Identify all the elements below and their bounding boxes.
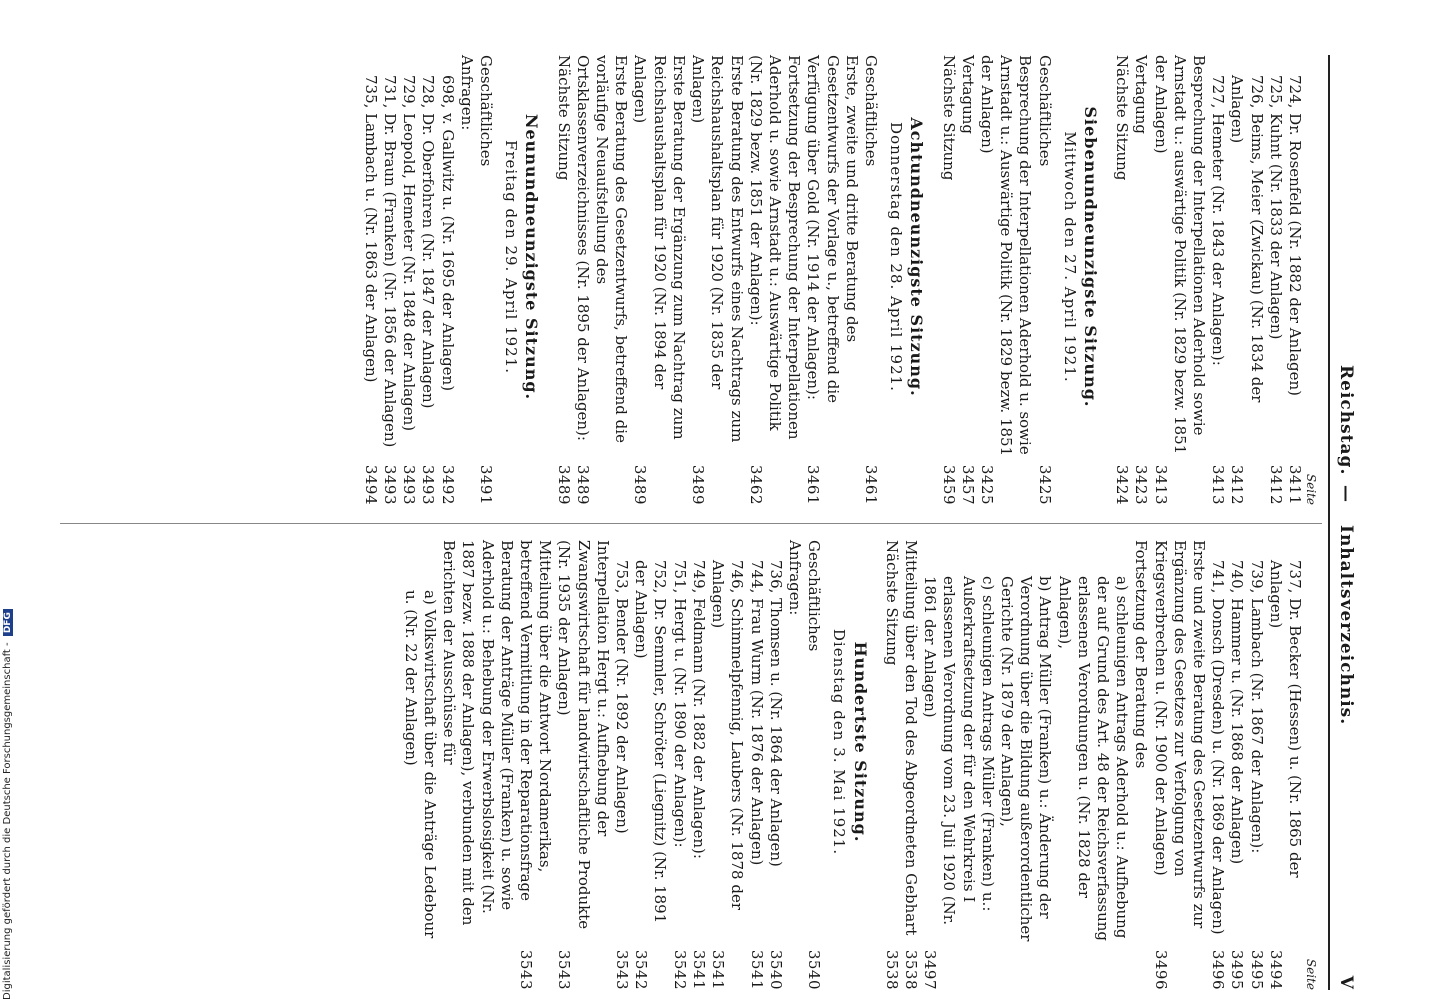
toc-entry bbox=[1131, 540, 1150, 990]
toc-entry-page: 3494 bbox=[361, 464, 380, 505]
toc-entry-page: 3496 bbox=[1151, 949, 1170, 990]
toc-entry bbox=[418, 55, 437, 505]
toc-entry bbox=[630, 55, 688, 505]
toc-entry-text: 726, Beims, Meier (Zwickau) (Nr. 1834 der Anlagen) bbox=[1228, 75, 1266, 403]
toc-entry bbox=[861, 55, 880, 505]
toc-entry-text: Nächste Sitzung bbox=[882, 540, 901, 666]
toc-entry-text: 749, Feldmann (Nr. 1882 der Anlagen): bbox=[689, 560, 708, 859]
toc-entry bbox=[1112, 55, 1131, 505]
toc-entry-page: 3492 bbox=[438, 464, 457, 505]
toc-entry bbox=[554, 540, 612, 990]
toc-entry bbox=[1246, 540, 1265, 990]
toc-entry-page: 3540 bbox=[766, 949, 785, 990]
toc-entry-page: 3541 bbox=[689, 949, 708, 990]
toc-entry-text: 731, Dr. Braun (Franken) (Nr. 1856 der Anlagen) bbox=[381, 75, 400, 448]
toc-entry-page: 3461 bbox=[861, 464, 880, 505]
toc-entry-text: 725, Kuhnt (Nr. 1833 der Anlagen) bbox=[1266, 75, 1285, 340]
toc-entry bbox=[1266, 540, 1304, 990]
toc-entry-text: Geschäftliches bbox=[805, 540, 824, 652]
toc-entry-text: 753, Bender (Nr. 1892 der Anlagen) bbox=[613, 560, 632, 834]
toc-entry-text: Erste Beratung des Entwurfs eines Nachtrags zum Reichshaushaltsplan für 1920 (Nr. 1835 der Anlagen) bbox=[689, 55, 746, 443]
toc-entry bbox=[1266, 55, 1285, 505]
toc-entry-page: 3425 bbox=[977, 464, 996, 505]
toc-entry-text: a) schleunigen Antrags Aderhold u.: Aufhebung der auf Grund des Art. 48 der Reichsverfassung erlassenen Verordnungen u. (Nr. 1828 der Anlagen), bbox=[1055, 576, 1132, 942]
footnote-strip bbox=[2, 0, 16, 1000]
toc-entry-page: 3497 bbox=[921, 949, 940, 990]
toc-entry-page: 3423 bbox=[1132, 464, 1151, 505]
toc-entry-page: 3412 bbox=[1266, 464, 1285, 505]
toc-entry-page: 3493 bbox=[381, 464, 400, 505]
session-title: Achtundneunzigste Sitzung. bbox=[907, 117, 927, 397]
toc-entry-page: 3542 bbox=[670, 949, 689, 990]
toc-entry bbox=[804, 540, 823, 990]
toc-entry-text: 739, Lambach (Nr. 1867 der Anlagen): bbox=[1247, 560, 1266, 854]
toc-entry bbox=[631, 540, 669, 990]
toc-entry-text: Vertagung bbox=[1132, 55, 1151, 134]
digitization-footnote bbox=[2, 609, 13, 1000]
toc-entry-page: 3494 bbox=[1266, 949, 1285, 990]
toc-entry-text: Mitteilung über die Antwort Nordamerikas, betreffend Vermittlung in der Reparationsfrage bbox=[517, 540, 555, 902]
toc-entry-text: 729, Leopold, Hemeter (Nr. 1848 der Anlagen) bbox=[400, 75, 419, 432]
toc-entry bbox=[1131, 55, 1150, 505]
right-column bbox=[401, 540, 1320, 990]
toc-entry bbox=[766, 540, 785, 990]
toc-entry-page: 3495 bbox=[1228, 949, 1247, 990]
toc-entry bbox=[1208, 540, 1227, 990]
toc-entry bbox=[670, 540, 689, 990]
toc-entry-page: 3459 bbox=[939, 464, 958, 505]
toc-entry bbox=[920, 540, 997, 990]
toc-entry-text: 728, Dr. Oberfohren (Nr. 1847 der Anlagen) bbox=[419, 75, 438, 409]
toc-entry-text: Erste Beratung des Gesetzentwurfs, betreffend die vorläufige Neuaufstellung des Ortsklassenverzeichnisses (Nr. 1895 der Anlagen): bbox=[573, 55, 631, 443]
toc-entry-page: 3457 bbox=[958, 464, 977, 505]
seite-label-left: Seite bbox=[1304, 473, 1318, 505]
toc-entry bbox=[1285, 55, 1304, 505]
dfg-logo: DFG bbox=[3, 609, 13, 636]
toc-entry-text: 746, Schimmelpfennig, Laubers (Nr. 1878 der Anlagen) bbox=[709, 560, 747, 911]
toc-entry-page: 3538 bbox=[882, 949, 901, 990]
toc-entry-text: Fortsetzung der Beratung des bbox=[1132, 540, 1151, 769]
toc-entry-text: Erste Beratung der Ergänzung zum Nachtrag zum Reichshaushaltsplan für 1920 (Nr. 1894 der Anlagen) bbox=[631, 55, 688, 440]
toc-entry-page: 3489 bbox=[573, 464, 592, 505]
toc-entry-text: Geschäftliches bbox=[861, 55, 880, 167]
toc-entry bbox=[516, 540, 554, 990]
toc-entry bbox=[457, 55, 476, 505]
toc-entry bbox=[938, 55, 957, 505]
toc-entry-text: 752, Dr. Semmler, Schröter (Liegnitz) (Nr. 1891 der Anlagen) bbox=[632, 560, 670, 924]
session-date: Freitag den 29. April 1921. bbox=[502, 139, 521, 375]
seite-label-right: Seite bbox=[1304, 958, 1318, 990]
toc-entry-text: Geschäftliches bbox=[1035, 55, 1054, 167]
toc-entry-page: 3491 bbox=[477, 464, 496, 505]
header-right: Inhaltsverzeichnis. bbox=[1336, 525, 1356, 726]
toc-entry-page: 3542 bbox=[632, 949, 651, 990]
toc-entry-text: Interpellation Hergt u.: Aufhebung der Zwangswirtschaft für landwirtschaftliche Produkte (Nr. 1935 der Anlagen) bbox=[555, 540, 612, 930]
left-column bbox=[361, 55, 1320, 505]
toc-entry-text: Vertagung bbox=[958, 55, 977, 134]
toc-entry-page: 3424 bbox=[1113, 464, 1132, 505]
toc-entry-page: 3496 bbox=[1209, 949, 1228, 990]
toc-entry bbox=[553, 55, 572, 505]
session-date: Donnerstag den 28. April 1921. bbox=[887, 122, 906, 392]
toc-entry-text: 751, Hergt u. (Nr. 1890 der Anlagen): bbox=[670, 560, 689, 848]
toc-entry-page: 3462 bbox=[746, 464, 765, 505]
toc-entry bbox=[688, 55, 746, 505]
toc-entry bbox=[708, 540, 746, 990]
toc-entry-text: Fortsetzung der Besprechung der Interpellationen Aderhold u. sowie Arnstadt u.: Auswärtige Politik (Nr. 1829 bezw. 1851 der Anlagen): bbox=[746, 55, 804, 440]
toc-entry-page: 3489 bbox=[554, 464, 573, 505]
toc-entry-text: b) Antrag Müller (Franken) u.: Änderung der Verordnung über die Bildung außerordentlicher Gerichte (Nr. 1879 der Anlagen), bbox=[997, 576, 1055, 942]
toc-entry-page: 3489 bbox=[689, 464, 708, 505]
toc-entry-text: Erste und zweite Beratung des Gesetzentwurfs zur Ergänzung des Gesetzes zur Verfolgung von Kriegsverbrechen u. (Nr. 1900 der Anlagen) bbox=[1151, 540, 1208, 929]
toc-entry-text: 698, v. Gallwitz u. (Nr. 1695 der Anlagen) bbox=[438, 75, 457, 392]
page-number: V bbox=[1336, 975, 1356, 990]
toc-entry-page: 3538 bbox=[901, 949, 920, 990]
toc-entry-text: 724, Dr. Rosenfeld (Nr. 1882 der Anlagen) bbox=[1286, 75, 1304, 397]
toc-entry bbox=[785, 540, 804, 990]
toc-entry-text: Anfragen: bbox=[457, 55, 476, 131]
toc-entry-page: 3541 bbox=[709, 949, 728, 990]
toc-entry bbox=[573, 55, 631, 505]
toc-entry bbox=[361, 55, 380, 505]
toc-entry-page: 3543 bbox=[517, 949, 536, 990]
toc-entry-page: 3413 bbox=[1151, 464, 1170, 505]
toc-entry-page: 3425 bbox=[1035, 464, 1054, 505]
toc-entry bbox=[1227, 55, 1265, 505]
toc-entry bbox=[1208, 55, 1227, 505]
toc-entry bbox=[803, 55, 861, 505]
toc-entry bbox=[1227, 540, 1246, 990]
toc-entry bbox=[977, 55, 1035, 505]
toc-entry-page: 3540 bbox=[805, 949, 824, 990]
toc-entry bbox=[439, 540, 516, 990]
session-date: Dienstag den 3. Mai 1921. bbox=[830, 628, 849, 856]
toc-entry bbox=[401, 540, 439, 990]
toc-entry-text: 736, Thomsen u. (Nr. 1864 der Anlagen) bbox=[766, 560, 785, 867]
toc-entry-text: 737, Dr. Becker (Hessen) u. (Nr. 1865 der Anlagen) bbox=[1266, 560, 1304, 878]
toc-entry bbox=[1034, 55, 1053, 505]
toc-entry bbox=[612, 540, 631, 990]
toc-entry-page: 3495 bbox=[1247, 949, 1266, 990]
toc-entry bbox=[901, 540, 920, 990]
session-date: Mittwoch den 27. April 1921. bbox=[1060, 131, 1079, 383]
toc-entry-page: 3541 bbox=[747, 949, 766, 990]
toc-entry-page: 3461 bbox=[804, 464, 823, 505]
toc-entry bbox=[380, 55, 399, 505]
toc-entry-text: Besprechung der Interpellationen Aderhold u. sowie Arnstadt u.: Auswärtige Politik (Nr. 1829 bezw. 1851 der Anlagen) bbox=[977, 55, 1035, 457]
toc-entry bbox=[1150, 540, 1208, 990]
toc-entry bbox=[746, 55, 804, 505]
toc-entry-text: 740, Hammer u. (Nr. 1868 der Anlagen) bbox=[1228, 560, 1247, 865]
session-title: Neunundneunzigste Sitzung. bbox=[522, 113, 542, 401]
toc-entry-page: 3543 bbox=[555, 949, 574, 990]
toc-entry-text: 727, Hemeter (Nr. 1843 der Anlagen): bbox=[1209, 75, 1228, 366]
toc-entry-text: 744, Frau Wurm (Nr. 1876 der Anlagen) bbox=[747, 560, 766, 866]
toc-entry-page: 3412 bbox=[1228, 464, 1247, 505]
session-title: Hundertste Sitzung. bbox=[850, 641, 870, 843]
toc-entry bbox=[882, 540, 901, 990]
toc-entry-text: Anfragen: bbox=[785, 540, 804, 616]
toc-entry-text: Nächste Sitzung bbox=[939, 55, 958, 181]
toc-entry-page: 3493 bbox=[400, 464, 419, 505]
toc-entry bbox=[1150, 55, 1208, 505]
toc-entry bbox=[746, 540, 765, 990]
toc-entry bbox=[437, 55, 456, 505]
toc-entry-page: 3493 bbox=[419, 464, 438, 505]
toc-entry-page: 3543 bbox=[613, 949, 632, 990]
toc-entry bbox=[476, 55, 495, 505]
toc-entry-text: 741, Donsch (Dresden) u. (Nr. 1869 der Anlagen) bbox=[1209, 560, 1228, 935]
running-header bbox=[1328, 55, 1358, 990]
toc-entry-text: Nächste Sitzung bbox=[554, 55, 573, 181]
toc-entry bbox=[399, 55, 418, 505]
toc-entry-page: 3411 bbox=[1286, 464, 1304, 505]
session-title: Siebenundneunzigste Sitzung. bbox=[1080, 106, 1100, 408]
column-divider bbox=[60, 523, 1322, 524]
footnote-text: Digitalisierung gefördert durch die Deutsche Forschungsgemeinschaft - bbox=[2, 642, 13, 1000]
header-dash: — bbox=[1336, 485, 1356, 503]
toc-entry bbox=[1054, 540, 1131, 990]
toc-entry-text: a) Volkswirtschaft über die Anträge Ledebour u. (Nr. 22 der Anlagen) bbox=[401, 590, 440, 939]
toc-entry-text: Nächste Sitzung bbox=[1113, 55, 1132, 181]
toc-entry-page: 3489 bbox=[631, 464, 650, 505]
toc-entry-text: Beratung der Anträge Müller (Franken) u. sowie Aderhold u.: Behebung der Erwerbslosigkeit (Nr. 1887 bezw. 1888 der Anlagen), verbunden mit den Berichten der Ausschüsse für bbox=[440, 540, 516, 926]
rotated-page bbox=[58, 55, 1358, 990]
toc-entry-page: 3413 bbox=[1209, 464, 1228, 505]
toc-entry-text: Erste, zweite und dritte Beratung des Gesetzentwurfs der Vorlage u., betreffend die Verfügung über Gold (Nr. 1914 der Anlagen): bbox=[804, 55, 861, 404]
toc-entry-text: Geschäftliches bbox=[477, 55, 496, 167]
toc-entry bbox=[689, 540, 708, 990]
toc-entry-text: Besprechung der Interpellationen Aderhold sowie Arnstadt u.: auswärtige Politik (Nr. 1829 bezw. 1851 der Anlagen) bbox=[1151, 55, 1208, 455]
toc-entry bbox=[958, 55, 977, 505]
header-left: Reichstag. bbox=[1336, 365, 1356, 476]
toc-entry bbox=[997, 540, 1055, 990]
toc-entry-text: 735, Lambach u. (Nr. 1863 der Anlagen) bbox=[361, 75, 380, 383]
toc-entry-text: c) schleunigen Antrags Müller (Franken) u.: Außerkraftsetzung der für den Wehrkreis I erlassenen Verordnung vom 23. Juli 1920 (Nr. 1861 der Anlagen) bbox=[921, 576, 997, 926]
toc-entry-text: Mitteilung über den Tod des Abgeordneten Gebhart bbox=[901, 540, 920, 936]
